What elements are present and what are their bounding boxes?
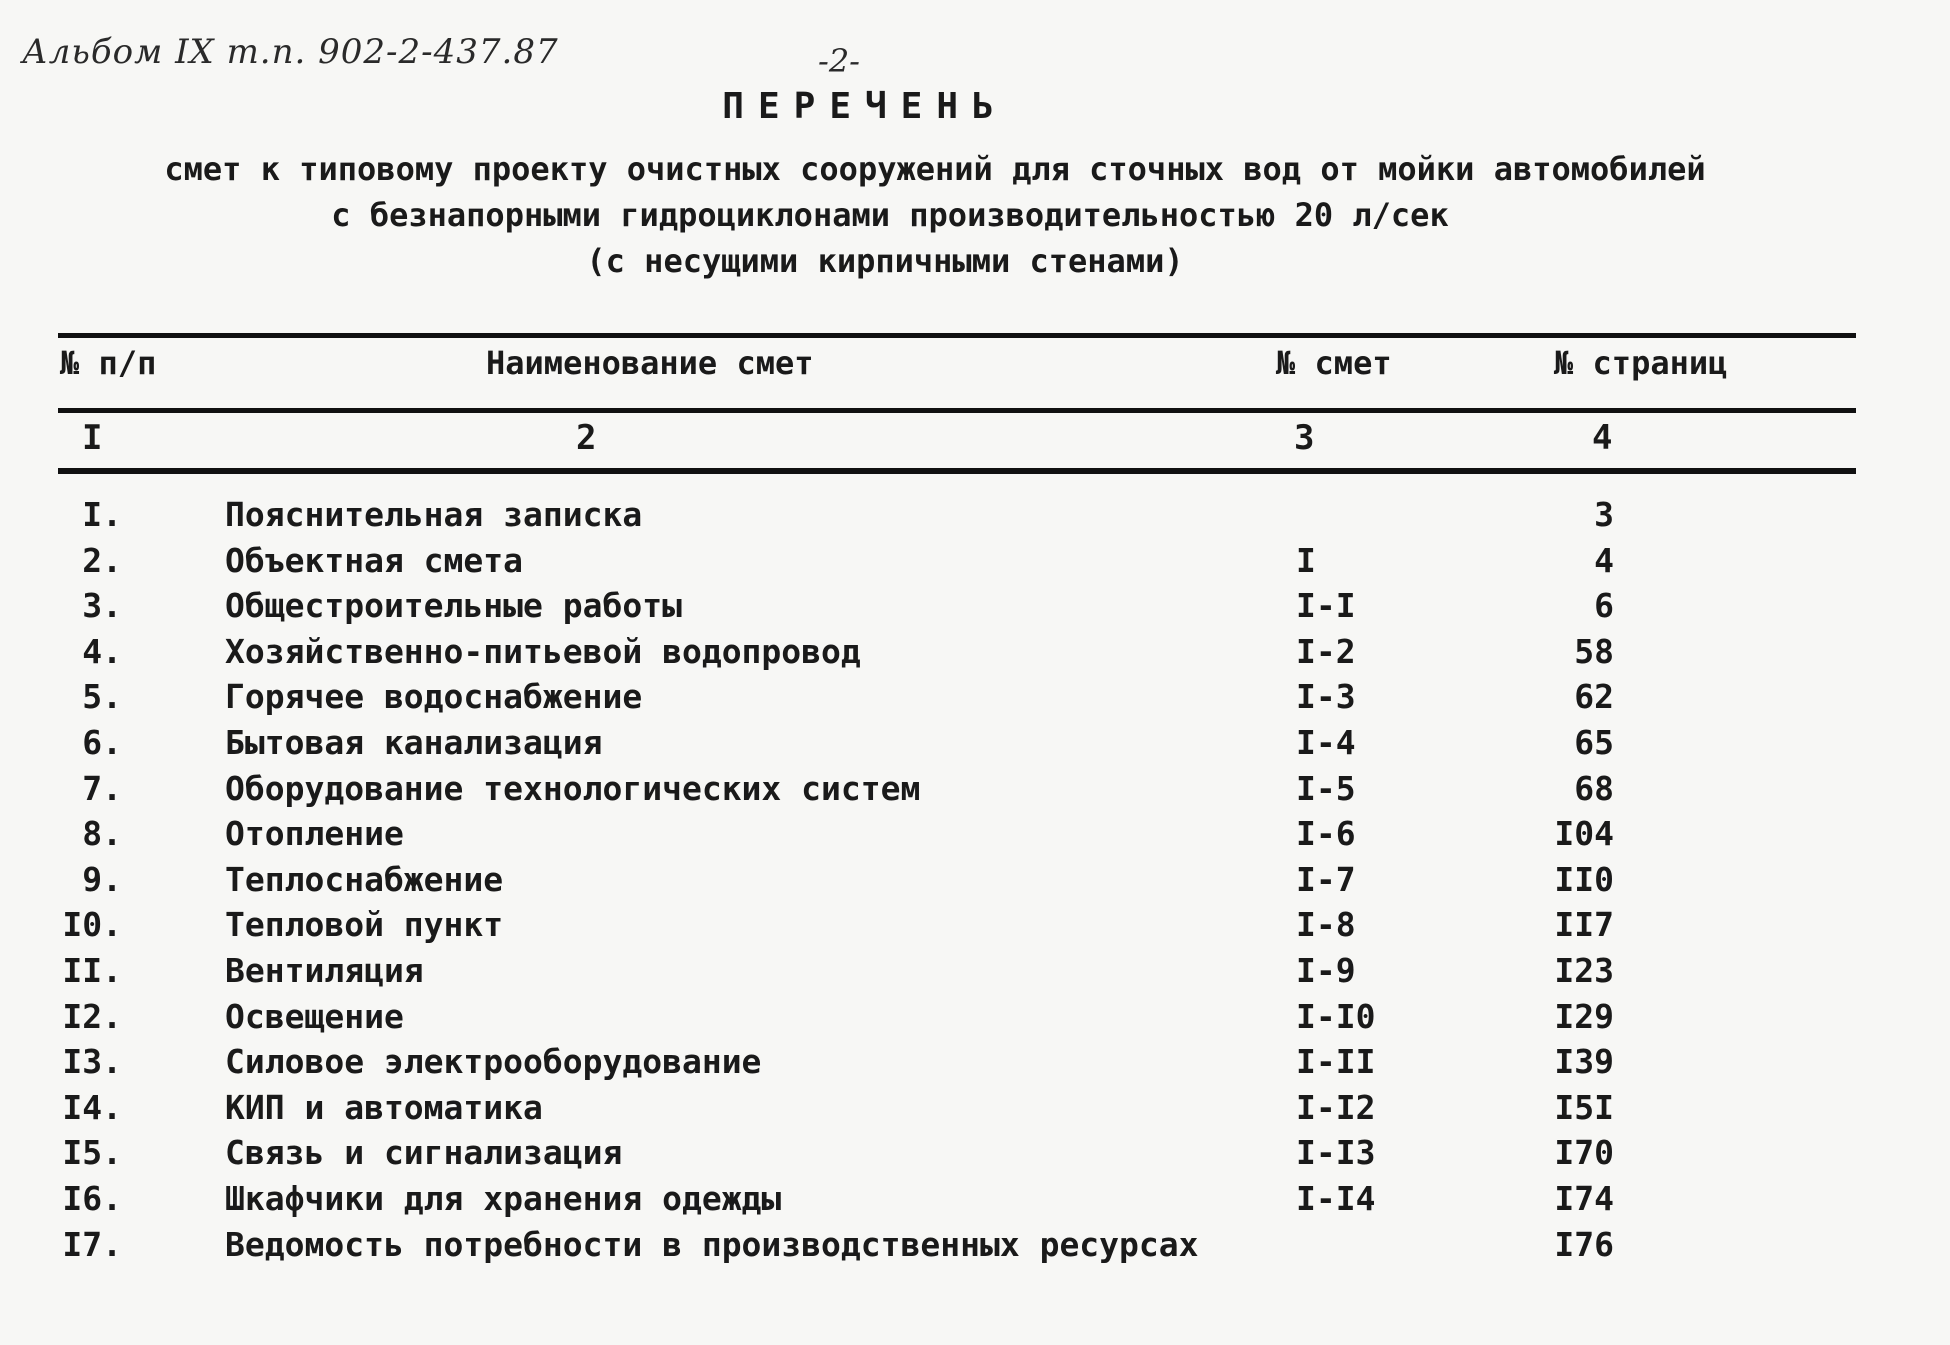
estimate-name: Шкафчики для хранения одежды [225,1179,782,1218]
table-row [0,1225,1950,1270]
page-number-cell: 68 [1574,768,1614,808]
subtitle-line-1: смет к типовому проекту очистных сооружений для сточных вод от мойки автомобилей [164,150,1706,188]
row-number: 3. [82,586,122,626]
row-number: 5. [82,677,122,717]
page-number-cell: 58 [1574,631,1614,671]
table-row [0,677,1950,722]
header-divider [58,408,1856,413]
page-number-cell: I29 [1554,996,1614,1036]
table-row [0,586,1950,631]
estimate-code: I-8 [1296,905,1356,945]
column-numbers-divider [58,468,1856,474]
estimate-code: I-I [1296,586,1356,626]
row-number: I6. [62,1179,122,1218]
table-row [0,951,1950,996]
estimate-name: Общестроительные работы [225,586,682,626]
table-row [0,495,1950,540]
estimate-name: Освещение [225,996,404,1036]
estimate-name: Силовое электрооборудование [225,1042,762,1082]
table-top-rule [58,333,1856,338]
table-row [0,860,1950,905]
table-row [0,1179,1950,1224]
estimate-code: I-5 [1296,768,1356,808]
estimate-name: Вентиляция [225,951,424,990]
estimate-code: I-II [1296,1042,1376,1082]
row-number: 4. [82,631,122,671]
row-number: 8. [82,814,122,854]
table-row [0,905,1950,950]
page-number-cell: I76 [1554,1224,1614,1264]
estimate-code: I [1296,540,1316,580]
row-number: II. [62,951,122,990]
estimate-code: I-I0 [1296,996,1376,1036]
estimate-code: I-I2 [1296,1087,1376,1127]
row-number: I. [82,495,122,534]
column-number-4: 4 [1592,418,1613,458]
row-number: 9. [82,859,122,899]
estimate-code: I-4 [1296,723,1356,762]
subtitle-line-2: с безнапорными гидроциклонами производительностью 20 л/сек [331,196,1449,234]
page-number-cell: I23 [1554,951,1614,990]
page-number-cell: 3 [1594,495,1614,534]
row-number: I4. [62,1087,122,1127]
row-number: I7. [62,1224,122,1264]
estimate-name: КИП и автоматика [225,1087,543,1127]
row-number: I2. [62,996,122,1036]
page-number-cell: II7 [1554,905,1614,945]
subtitle-line-3: (с несущими кирпичными стенами) [586,242,1184,280]
estimate-code: I-I3 [1296,1133,1376,1173]
table-row [0,814,1950,859]
estimate-code: I-I4 [1296,1179,1376,1218]
estimate-name: Связь и сигнализация [225,1133,623,1173]
estimate-code: I-9 [1296,951,1356,990]
page-number-cell: 6 [1594,586,1614,626]
estimate-code: I-7 [1296,859,1356,899]
estimate-name: Бытовая канализация [225,723,603,762]
column-header-pages: № страниц [1554,344,1728,382]
page-number-cell: I39 [1554,1042,1614,1082]
column-number-1: I [82,418,103,458]
estimate-name: Теплоснабжение [225,859,504,899]
row-number: I0. [62,905,122,945]
column-number-2: 2 [576,418,597,458]
estimate-name: Оборудование технологических систем [225,768,921,808]
page-number-cell: I5I [1554,1087,1614,1127]
page-number-cell: I70 [1554,1133,1614,1173]
table-row [0,541,1950,586]
row-number: 2. [82,540,122,580]
page-number-cell: 65 [1574,723,1614,762]
table-row [0,723,1950,768]
estimate-name: Тепловой пункт [225,905,504,945]
document-title: ПЕРЕЧЕНЬ [722,86,1008,127]
album-note: Альбом IX т.п. 902-2-437.87 [22,32,559,72]
table-row [0,632,1950,677]
page-number: -2- [818,42,860,80]
page-number-cell: I74 [1554,1179,1614,1218]
page-number-cell: I04 [1554,814,1614,854]
row-number: 6. [82,723,122,762]
estimate-code: I-2 [1296,631,1356,671]
table-row [0,769,1950,814]
column-header-estimate: № смет [1276,344,1392,382]
page-number-cell: 62 [1574,677,1614,717]
column-header-name: Наименование смет [486,344,814,382]
estimate-name: Ведомость потребности в производственных ресурсах [225,1224,1199,1264]
table-row [0,1133,1950,1178]
page-number-cell: II0 [1554,859,1614,899]
estimate-name: Объектная смета [225,540,524,580]
table-row [0,1042,1950,1087]
table-row [0,1088,1950,1133]
estimate-name: Отопление [225,814,404,854]
table-row [0,997,1950,1042]
row-number: 7. [82,768,122,808]
row-number: I3. [62,1042,122,1082]
estimate-name: Горячее водоснабжение [225,677,643,717]
row-number: I5. [62,1133,122,1173]
estimate-code: I-3 [1296,677,1356,717]
column-number-3: 3 [1294,418,1315,458]
page-number-cell: 4 [1594,540,1614,580]
estimate-name: Пояснительная записка [225,495,643,534]
column-header-number: № п/п [60,344,157,382]
estimate-name: Хозяйственно-питьевой водопровод [225,631,861,671]
estimate-code: I-6 [1296,814,1356,854]
